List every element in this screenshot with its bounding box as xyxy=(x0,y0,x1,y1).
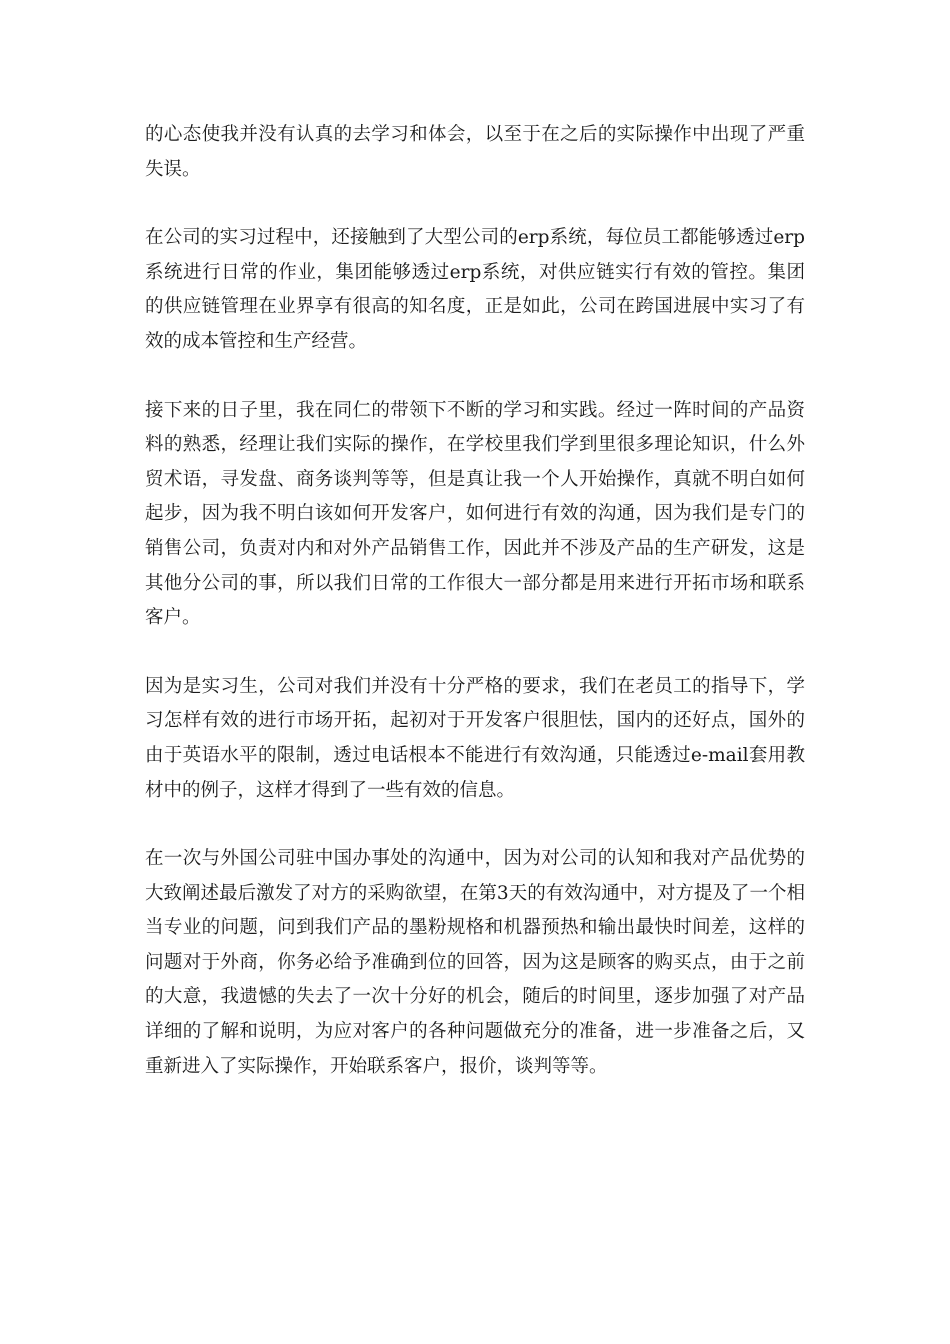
document-body xyxy=(145,118,805,1118)
paragraph: 在公司的实习过程中，还接触到了大型公司的erp系统，每位员工都能够透过erp系统进行日常的作业，集团能够透过erp系统，对供应链实行有效的管控。集团的供应链管理在业界享有很高的知名度，正是如此，公司在跨国进展中实习了有效的成本管控和生产经营。 xyxy=(145,227,805,352)
paragraph: 在一次与外国公司驻中国办事处的沟通中，因为对公司的认知和我对产品优势的大致阐述最后激发了对方的采购欲望，在第3天的有效沟通中，对方提及了一个相当专业的问题，问到我们产品的墨粉规格和机器预热和输出最快时间差，这样的问题对于外商，你务必给予准确到位的回答，因为这是顾客的购买点，由于之前的大意，我遗憾的失去了一次十分好的机会，随后的时间里，逐步加强了对产品详细的了解和说明，为应对客户的各种问题做充分的准备，进一步准备之后，又重新进入了实际操作，开始联系客户，报价，谈判等等。 xyxy=(145,848,805,1077)
paragraph: 的心态使我并没有认真的去学习和体会，以至于在之后的实际操作中出现了严重失误。 xyxy=(145,124,805,180)
paragraph: 因为是实习生，公司对我们并没有十分严格的要求，我们在老员工的指导下，学习怎样有效的进行市场开拓，起初对于开发客户很胆怯，国内的还好点，国外的由于英语水平的限制，透过电话根本不能进行有效沟通，只能透过e-mail套用教材中的例子，这样才得到了一些有效的信息。 xyxy=(145,675,805,801)
paragraph: 接下来的日子里，我在同仁的带领下不断的学习和实践。经过一阵时间的产品资料的熟悉，经理让我们实际的操作，在学校里我们学到里很多理论知识，什么外贸术语，寻发盘、商务谈判等等，但是真让我一个人开始操作，真就不明白如何起步，因为我不明白该如何开发客户，如何进行有效的沟通，因为我们是专门的销售公司，负责对内和对外产品销售工作，因此并不涉及产品的生产研发，这是其他分公司的事，所以我们日常的工作很大一部分都是用来进行开拓市场和联系客户。 xyxy=(145,399,805,629)
